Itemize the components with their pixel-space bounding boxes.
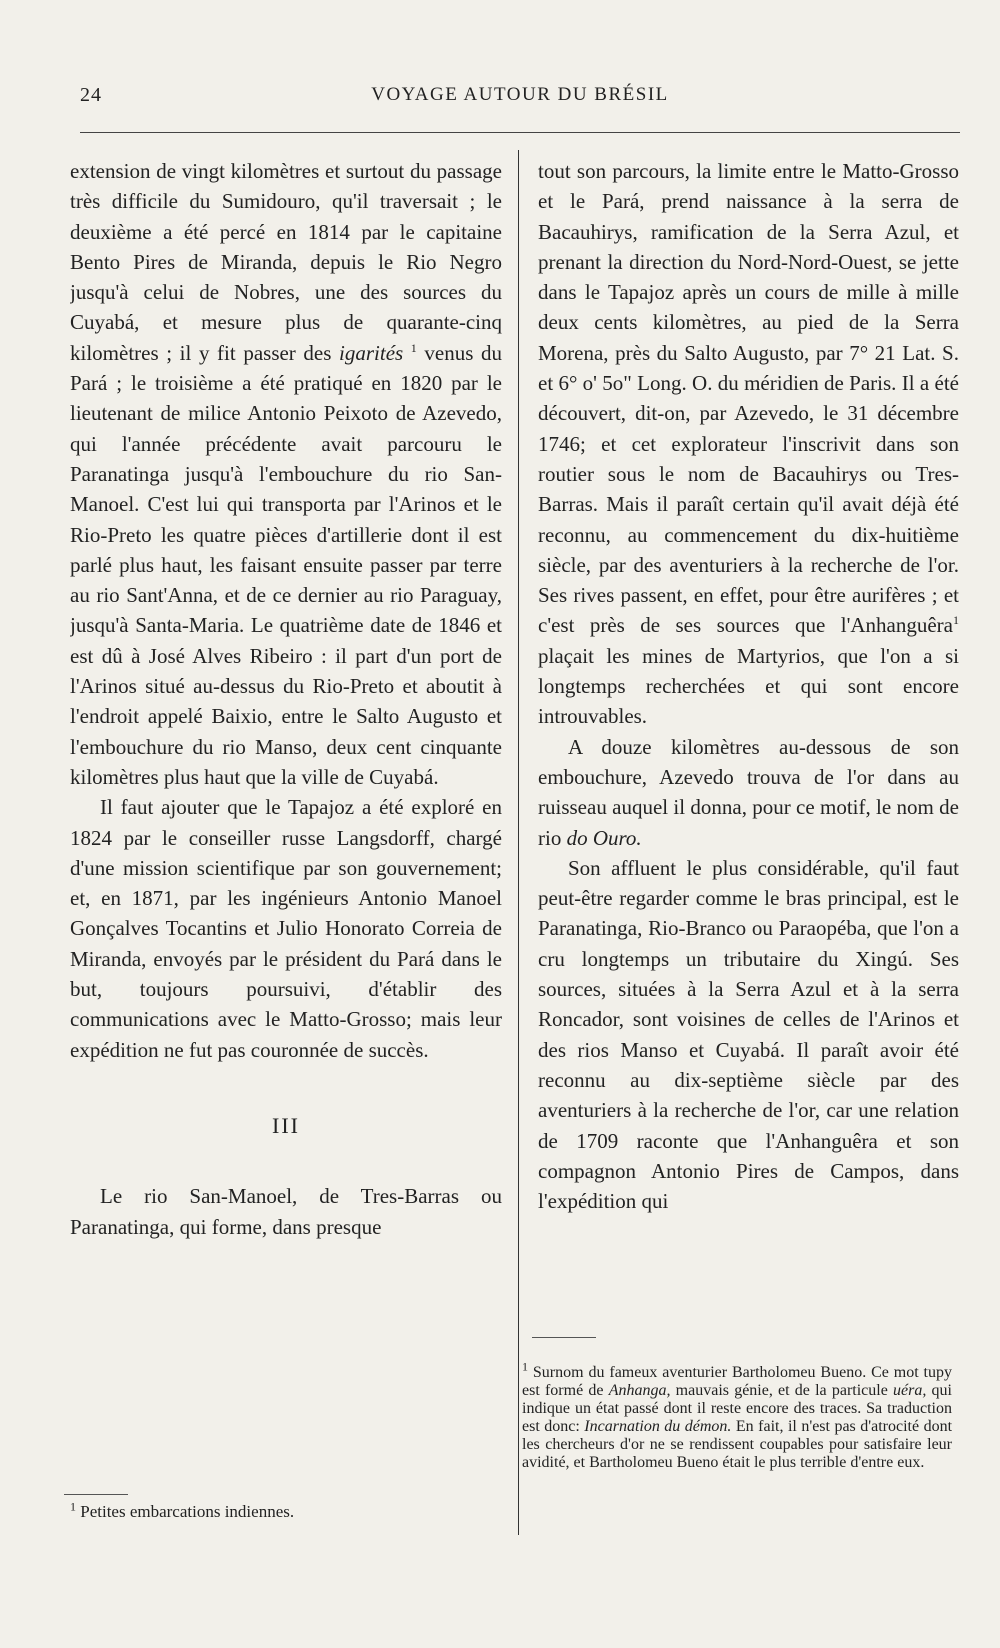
paragraph bbox=[538, 156, 959, 732]
footnote-left bbox=[70, 1499, 502, 1522]
paragraph: Il faut ajouter que le Tapajoz a été exploré en 1824 par le conseiller russe Langsdorff, chargé d'une mission scientifique par son gouvernement; et, en 1871, par les ingénieurs Antonio Manoel Gonçalves Tocantins et Julio Honorato Correia de Miranda, envoyés par le président du Pará dans le but, toujours poursuivi, d'établir des communications avec le Matto-Grosso; mais leur expédition ne fut pas couronnée de succès. bbox=[70, 795, 502, 1062]
italic-term: Incarnation du démon. bbox=[584, 1418, 732, 1435]
footnote-rule bbox=[64, 1494, 128, 1495]
footnote-text: Surnom du fameux aventurier Bartholomeu Bueno. Ce mot tupy est formé de bbox=[522, 1364, 952, 1399]
footnote-text: mauvais génie, et de la particule bbox=[670, 1382, 894, 1399]
footnote-text: En fait, il n'est pas d'atrocité dont les chercheurs d'or ne se rendissent coupables pour satisfaire leur avidité, et Bartholomeu Bueno était le plus terrible d'entre eux. bbox=[522, 1418, 953, 1471]
text-run: plaçait les mines de Martyrios, que l'on a si longtemps recherchées et qui sont encore introuvables. bbox=[538, 643, 959, 729]
running-title: VOYAGE AUTOUR DU BRÉSIL bbox=[371, 84, 669, 105]
text-run: A douze kilomètres au-dessous de son embouchure, Azevedo trouva de l'or dans au ruisseau auquel il donna, pour ce motif, le nom de rio bbox=[538, 734, 959, 850]
italic-term: igarités bbox=[339, 340, 404, 365]
text-run: extension de vingt kilomètres et surtout du passage très difficile du Sumidouro, qu'il traversait ; le deuxième a été percé en 1814 par le capitaine Bento Pires de Miranda, depuis le Rio Negro jusqu'à celui de Nobres, une des sources du Cuyabá, et mesure plus de quarante-cinq kilomètres ; il y fit passer des bbox=[70, 159, 502, 365]
left-column bbox=[70, 156, 502, 1546]
italic-term: Anhanga, bbox=[608, 1382, 671, 1399]
footnote-rule bbox=[532, 1337, 596, 1338]
footnote-ref: 1 bbox=[953, 613, 959, 628]
footnote-right bbox=[522, 1359, 953, 1472]
footnote-ref: 1 bbox=[410, 340, 417, 355]
paragraph bbox=[538, 732, 959, 853]
paragraph: Son affluent le plus considérable, qu'il faut peut-être regarder comme le bras principal, est le Paranatinga, Rio-Branco ou Paraopéba, que l'on a cru longtemps un tributaire du Xingú. Ses sources, situées à la Serra Azul et à la serra Roncador, sont voisines de celles de l'Arinos et des rios Manso et Cuyabá. Il paraît avoir été reconnu au dix-septième siècle par des aventuriers à la recherche de l'or, car une relation de 1709 raconte que l'Anhanguêra et son compagnon Antonio Pires de Campos, dans l'expédition qui bbox=[538, 855, 959, 1214]
page-header bbox=[80, 84, 960, 114]
text-run: tout son parcours, la limite entre le Matto-Grosso et le Pará, prend naissance à la serra de Bacauhirys, ramification de la Serra Azul, et prenant la direction du Nord-Nord-Ouest, se jette dans le Tapajoz après un cours de mille à mille deux cents kilomètres, au pied de la Serra Morena, près du Salto Augusto, par 7° 21 Lat. S. et 6° o' 5o" Long. O. du méridien de Paris. Il a été découvert, dit-on, par Azevedo, le 31 décembre 1746; et cet explorateur l'inscrivit dans son routier sous le nom de Bacauhirys ou Tres-Barras. Mais il paraît certain qu'il avait déjà été reconnu, au commencement du dix-huitième siècle, par des aventuriers à la recherche de l'or. Ses rives passent, en effet, pour être aurifères ; et c'est près de ses sources que l'Anhanguêra bbox=[538, 159, 959, 638]
italic-term: uéra, bbox=[893, 1382, 927, 1399]
section-heading: III bbox=[272, 1112, 300, 1138]
italic-term: do Ouro. bbox=[566, 825, 642, 850]
footnote-number: 1 bbox=[70, 1499, 76, 1514]
column-divider bbox=[518, 150, 519, 1535]
page-number: 24 bbox=[80, 84, 102, 106]
text-run: venus du Pará ; le troisième a été pratiqué en 1820 par le lieutenant de milice Antonio Peixoto de Azevedo, qui l'année précédente avait parcouru le Paranatinga jusqu'à l'embouchure du rio San-Manoel. C'est lui qui transporta par l'Arinos et le Rio-Preto les quatre pièces d'artillerie dont il est parlé plus haut, les faisant ensuite passer par terre au rio Sant'Anna, et de ce dernier au rio Paraguay, jusqu'à Santa-Maria. Le quatrième date de 1846 et est dû à José Alves Ribeiro : il part d'un port de l'Arinos situé au-dessus du Rio-Preto et aboutit à l'endroit appelé Baixio, entre le Salto Augusto et l'embouchure du rio Manso, deux cent cinquante kilomètres plus haut que la ville de Cuyabá. bbox=[70, 340, 502, 789]
footnote-text: qui indique un état passé dont il reste encore des traces. Sa traduction est donc: bbox=[522, 1382, 952, 1435]
paragraph: Le rio San-Manoel, de Tres-Barras ou Paranatinga, qui forme, dans presque bbox=[70, 1184, 502, 1239]
footnote-text: Petites embarcations indiennes. bbox=[76, 1502, 295, 1521]
footnote-number: 1 bbox=[522, 1359, 528, 1374]
header-rule bbox=[80, 132, 960, 133]
right-column bbox=[538, 156, 959, 1546]
paragraph bbox=[70, 156, 502, 792]
